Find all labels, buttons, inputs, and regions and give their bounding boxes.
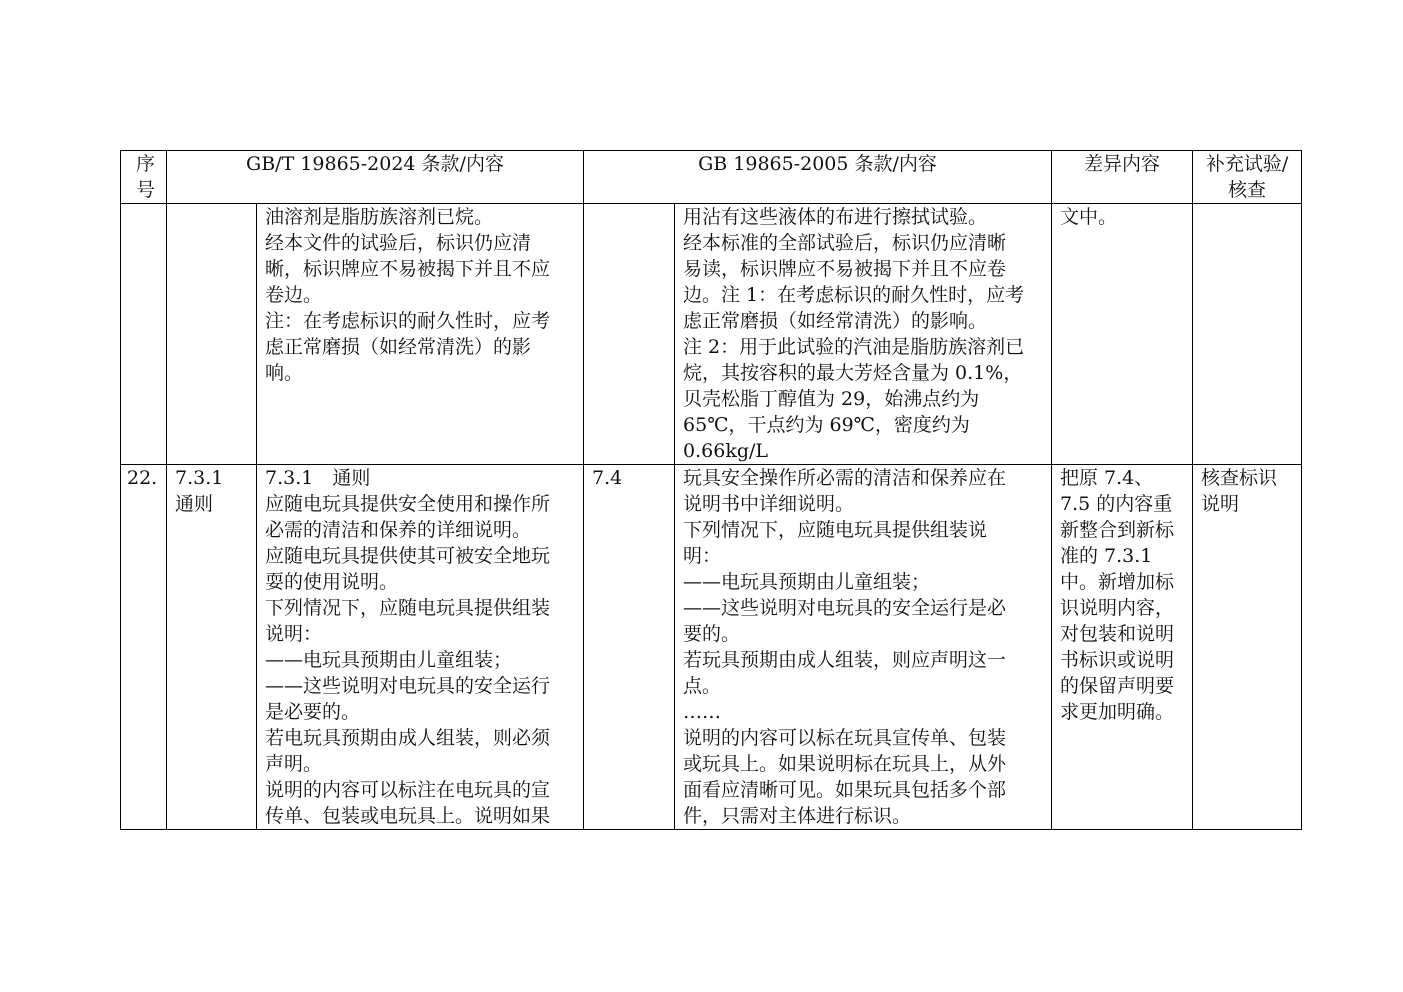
header-supplementary: 补充试验/ 核查	[1193, 151, 1302, 204]
text-line: 虑正常磨损（如经常清洗）的影响。	[683, 310, 988, 332]
cell-supplementary	[1193, 465, 1302, 830]
cell-difference	[1052, 204, 1193, 465]
text-line: ——电玩具预期由儿童组装；	[265, 649, 513, 671]
text-line: 7.3.1 通则	[265, 467, 371, 489]
text-line: 虑正常磨损（如经常清洗）的影	[265, 336, 532, 358]
text-line: 声明。	[265, 753, 323, 775]
text-line: 7.4	[592, 467, 623, 489]
cell-difference	[1052, 465, 1193, 830]
text-line: 7.5 的内容重	[1060, 493, 1173, 515]
text-line: 求更加明确。	[1060, 701, 1175, 723]
text-line: 是必要的。	[265, 701, 361, 723]
text-line: 说明书中详细说明。	[683, 493, 855, 515]
cell-seq	[121, 204, 167, 465]
text-line: 7.3.1	[175, 467, 224, 489]
text-line: 件，只需对主体进行标识。	[683, 805, 912, 827]
text-line: ——这些说明对电玩具的安全运行	[265, 675, 551, 697]
text-line: 核查标识	[1201, 467, 1278, 489]
text-line: 新整合到新标	[1060, 519, 1175, 541]
text-line: 0.66kg/L	[683, 440, 769, 462]
cell-old-content	[675, 465, 1052, 830]
cell-old-content	[675, 204, 1052, 465]
text-line: 必需的清洁和保养的详细说明。	[265, 519, 532, 541]
text-line: 烷，其按容积的最大芳烃含量为 0.1%，	[683, 362, 1023, 384]
header-difference: 差异内容	[1052, 151, 1193, 204]
text-line: 玩具安全操作所必需的清洁和保养应在	[683, 467, 1007, 489]
text-line: 65℃，干点约为 69℃，密度约为	[683, 414, 970, 436]
text-line: 耍的使用说明。	[265, 571, 399, 593]
text-line: 响。	[265, 362, 304, 384]
text-line: 传单、包装或电玩具上。说明如果	[265, 805, 551, 827]
text-line: 书标识或说明	[1060, 649, 1175, 671]
text-line: 中。新增加标	[1060, 571, 1175, 593]
text-line: 若电玩具预期由成人组装，则必须	[265, 727, 551, 749]
text-line: 明：	[683, 545, 722, 567]
text-line: 或玩具上。如果说明标在玩具上，从外	[683, 753, 1007, 775]
text-line: 要的。	[683, 623, 741, 645]
text-line: 边。注 1：在考虑标识的耐久性时，应考	[683, 284, 1025, 306]
text-line: 识说明内容，	[1060, 597, 1175, 619]
cell-new-content	[257, 204, 584, 465]
cell-old-clause	[584, 204, 675, 465]
text-line: 的保留声明要	[1060, 675, 1175, 697]
text-line: 通则	[175, 493, 214, 515]
cell-new-content	[257, 465, 584, 830]
cell-old-clause	[584, 465, 675, 830]
text-line: 卷边。	[265, 284, 323, 306]
text-line: 把原 7.4、	[1060, 467, 1154, 489]
comparison-table	[120, 150, 1302, 830]
text-line: 点。	[683, 675, 722, 697]
text-line: 文中。	[1060, 206, 1118, 228]
text-line: 说明：	[265, 623, 323, 645]
text-line: 下列情况下，应随电玩具提供组装说	[683, 519, 988, 541]
text-line: 贝壳松脂丁醇值为 29，始沸点约为	[683, 388, 980, 410]
text-line: 易读，标识牌应不易被揭下并且不应卷	[683, 258, 1007, 280]
text-line: 应随电玩具提供安全使用和操作所	[265, 493, 551, 515]
table-row	[121, 465, 1302, 830]
text-line: 油溶剂是脂肪族溶剂已烷。	[265, 206, 494, 228]
cell-new-clause	[167, 465, 257, 830]
text-line: ……	[683, 701, 722, 723]
text-line: 若玩具预期由成人组装，则应声明这一	[683, 649, 1007, 671]
text-line: 对包装和说明	[1060, 623, 1175, 645]
cell-new-clause	[167, 204, 257, 465]
text-line: 经本标准的全部试验后，标识仍应清晰	[683, 232, 1007, 254]
text-line: 注：在考虑标识的耐久性时，应考	[265, 310, 551, 332]
text-line: 面看应清晰可见。如果玩具包括多个部	[683, 779, 1007, 801]
text-line: 注 2：用于此试验的汽油是脂肪族溶剂已	[683, 336, 1025, 358]
text-line: 经本文件的试验后，标识仍应清	[265, 232, 532, 254]
text-line: 准的 7.3.1	[1060, 545, 1153, 567]
text-line: 下列情况下，应随电玩具提供组装	[265, 597, 551, 619]
table-row	[121, 204, 1302, 465]
cell-supplementary	[1193, 204, 1302, 465]
text-line: ——这些说明对电玩具的安全运行是必	[683, 597, 1007, 619]
text-line: 说明	[1201, 493, 1240, 515]
text-line: 用沾有这些液体的布进行擦拭试验。	[683, 206, 988, 228]
text-line: ——电玩具预期由儿童组装；	[683, 571, 931, 593]
header-seq: 序 号	[121, 151, 167, 204]
header-new-standard: GB/T 19865-2024 条款/内容	[167, 151, 584, 204]
text-line: 说明的内容可以标注在电玩具的宣	[265, 779, 551, 801]
text-line: 晰，标识牌应不易被揭下并且不应	[265, 258, 551, 280]
header-row	[121, 151, 1302, 204]
cell-seq: 22.	[121, 465, 167, 830]
text-line: 应随电玩具提供使其可被安全地玩	[265, 545, 551, 567]
text-line: 说明的内容可以标在玩具宣传单、包装	[683, 727, 1007, 749]
header-old-standard: GB 19865-2005 条款/内容	[584, 151, 1052, 204]
